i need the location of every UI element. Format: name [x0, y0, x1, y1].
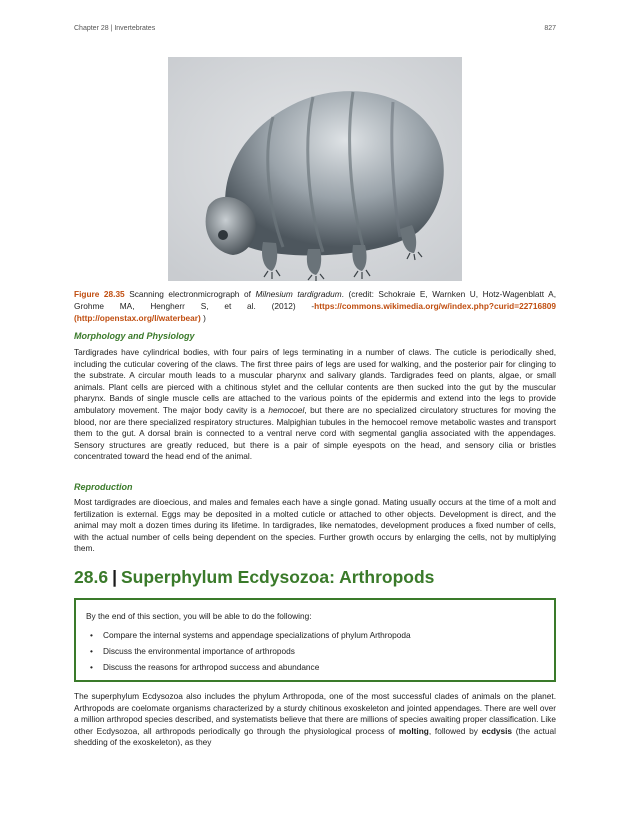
bullet-icon: •	[90, 630, 93, 640]
caption-credit: . (credit: Schokraie E, Warnken U, Hotz-Wagenblatt A, Grohme MA, Hengherr S, et al. (2012) -	[74, 289, 557, 311]
objectives-intro: By the end of this section, you will be able to do the following:	[86, 611, 312, 621]
morphology-paragraph	[74, 347, 556, 463]
hemocoel-term: hemocoel	[268, 404, 305, 415]
tardigrade-micrograph	[168, 57, 462, 281]
arthropods-text-end: (the actual shedding of the exoskeleton), as they	[74, 725, 556, 748]
caption-text: Scanning electronmicrograph of	[124, 289, 256, 299]
reproduction-heading: Reproduction	[74, 482, 133, 492]
molting-term: molting	[398, 725, 429, 736]
bullet-icon: •	[90, 662, 93, 672]
objective-item	[88, 627, 411, 643]
reproduction-paragraph: Most tardigrades are dioecious, and males and females each have a single gonad. Mating usually occurs at the time of a molt and fertilization is external. Eggs may be deposited in a molted cuticle or attached to other objects. Development is direct, and the animal may molt a dozen times during its lifetime. In tardigrades, like nematodes, development produces a fixed number of cells, with the actual number of cells being dependent on the species. Further growth occurs by enlarging the cells, not by multiplying them.	[74, 497, 556, 554]
section-name: Superphylum Ecdysozoa: Arthropods	[120, 567, 435, 587]
learning-objectives-box	[74, 598, 556, 682]
running-header	[74, 25, 556, 37]
tardigrade-image	[168, 57, 462, 281]
arthropods-text: The superphylum Ecdysozoa also includes the phylum Arthropoda, one of the most successful clades of animals on the planet. Arthropods are coelomate organisms characterized by a sturdy chitinous exoskeleton and jointed appendages. There are well over a million arthropod species described, and systematists believe that there are millions of species awaiting proper classification. Like other Ecdysozoa, all arthropods periodically go through the physiological process of	[74, 691, 556, 736]
wikimedia-link[interactable]: https://commons.wikimedia.org/w/index.php?curid=22716809	[314, 301, 556, 311]
objective-item	[88, 659, 411, 675]
section-title	[74, 567, 434, 588]
page-number: 827	[544, 25, 556, 32]
ecdysis-term: ecdysis	[481, 725, 513, 736]
openstax-link[interactable]: (http://openstax.org/l/waterbear)	[74, 313, 201, 323]
figure-caption	[74, 288, 556, 324]
morphology-text: Tardigrades have cylindrical bodies, with four pairs of legs terminating in a number of claws. The cuticle is periodically shed, including the cuticular covering of the claws. The first three pairs of legs are used for walking, and the posterior pair for clinging to the substrate. A circular mouth leads to a muscular pharynx and salivary glands. Tardigrades feed on plants, algae, or small animals. Plant cells are pierced with a chitinous stylet and the cellular contents are then sucked into the gut by the muscular pharynx. Bands of single muscle cells are attached to the various points of the epidermis and extend into the legs to provide ambulatory movement. The major body cavity is a	[74, 347, 556, 415]
species-name: Milnesium tardigradum	[255, 289, 342, 299]
section-number: 28.6	[74, 567, 109, 587]
morphology-text-rest: , but there are no specialized circulatory structures for moving the blood, nor are there specialized respiratory structures. Malpighian tubules in the hemocoel remove metabolic wastes and transport them to the gut. A dorsal brain is connected to a ventral nerve cord with segmental ganglia associated with the appendages. Sensory structures are greatly reduced, but there is a pair of simple eyespots on the head, and sensory cilia or bristles concentrated toward the head end of the animal.	[74, 404, 556, 462]
objective-text: Compare the internal systems and appendage specializations of phylum Arthropoda	[103, 630, 411, 640]
bullet-icon: •	[90, 646, 93, 656]
objectives-list	[88, 627, 411, 675]
arthropods-paragraph	[74, 691, 556, 749]
figure-number: Figure 28.35	[74, 289, 125, 299]
chapter-title: Chapter 28 | Invertebrates	[74, 25, 156, 32]
morphology-heading: Morphology and Physiology	[74, 331, 195, 341]
objective-text: Discuss the environmental importance of arthropods	[103, 646, 295, 656]
section-separator: |	[112, 567, 117, 587]
objective-item	[88, 643, 411, 659]
arthropods-text-mid: , followed by	[428, 725, 482, 736]
caption-end: )	[200, 313, 206, 323]
objective-text: Discuss the reasons for arthropod success and abundance	[103, 662, 320, 672]
